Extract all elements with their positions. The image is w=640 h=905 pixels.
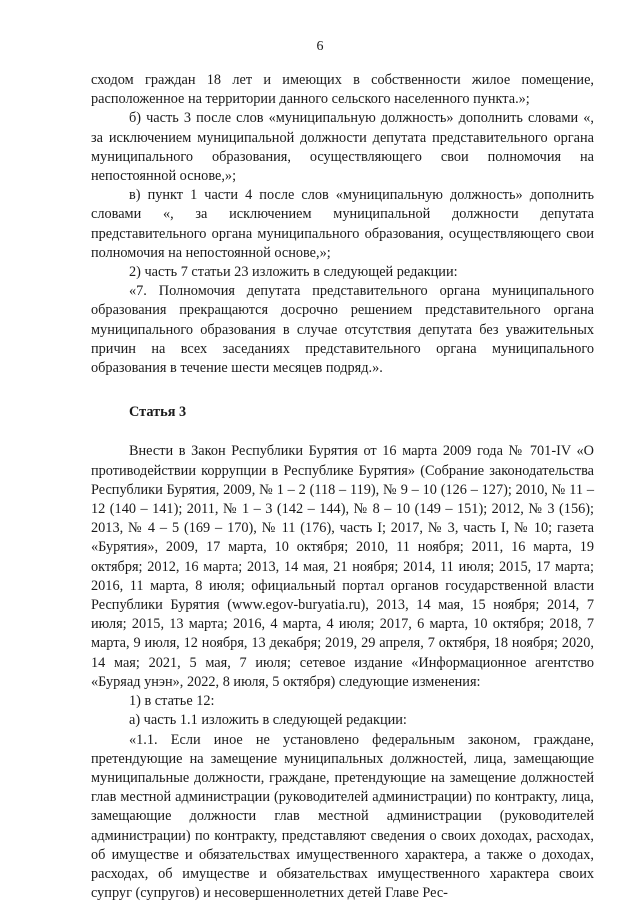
paragraph-continuation: сходом граждан 18 лет и имеющих в собственности жилое помещение, расположенное на территории данного сельского населенного пункта.»; [91,72,594,108]
paragraph-item-2: 2) часть 7 статьи 23 изложить в следующей редакции: [129,264,458,281]
paragraph-quote-7: «7. Полномочия депутата представительного органа муниципального образования прекращаются досрочно решением представительного органа муниципального образования в случае отсутствия депутата без уважительных причин на всех заседаниях представительного органа муниципального образования в течение шести месяцев подряд.». [91,283,594,377]
paragraph-item-b: б) часть 3 после слов «муниципальную должность» дополнить словами «, за исключением муниципальной должности депутата представительного органа муниципального образования, осуществляющего свои полномочия на непостоянной основе,»; [91,110,594,185]
paragraph-law-amendment: Внести в Закон Республики Бурятия от 16 марта 2009 года № 701-IV «О противодействии коррупции в Республике Бурятия» (Собрание законодательства Республики Бурятия, 2009, № 1 – 2 (118 – 119), № 9 – 10 (126 – 127); 2010, № 11 – 12 (140 – 141); 2011, № 1 – 3 (142 – 144), № 8 – 10 (149 – 151); 2012, № 3 (156); 2013, № 4 – 5 (169 – 170), № 11 (176), часть I; 2017, № 3, часть I, № 10; газета «Бурятия», 2009, 17 марта, 10 октября; 2010, 11 ноября; 2011, 16 марта, 19 октября; 2012, 16 марта; 2013, 14 мая, 21 ноября; 2014, 11 июля; 2015, 17 марта; 2016, 11 марта, 8 июля; официальный портал органов государственной власти Республики Бурятия (www.egov-buryatia.ru), 2013, 14 мая, 15 ноября; 2014, 7 июля; 2015, 13 марта; 2016, 4 марта, 4 июля; 2017, 6 марта, 10 октября; 2018, 7 марта, 9 июля, 12 ноября, 13 декабря; 2019, 29 апреля, 7 октября, 18 ноября; 2020, 14 мая; 2021, 5 мая, 7 июля; сетевое издание «Информационное агентство «Буряад унэн», 2022, 8 июля, 5 октября) следующие изменения: [91,443,594,690]
paragraph-item-v: в) пункт 1 части 4 после слов «муниципальную должность» дополнить словами «, за исключением муниципальной должности депутата представительного органа муниципального образования, осуществляющего свои полномочия на непостоянной основе,»; [91,187,594,261]
page-number: 6 [316,39,324,54]
paragraph-quote-1-1: «1.1. Если иное не установлено федеральным законом, граждане, претендующие на замещение муниципальных должностей, лица, замещающие муниципальные должности, граждане, претендующие на замещение должностей глав местной администрации (руководителей администрации) по контракту, лица, замещающие должности глав местной администрации (руководителей администрации) по контракту, представляют сведения о своих доходах, расходах, об имуществе и обязательствах имущественного характера, а также о доходах, расходах, об имуществе и обязательствах имущественного характера своих супруг (супругов) и несовершеннолетних детей Главе Рес- [91,731,594,902]
paragraph-item-1: 1) в статье 12: [129,693,215,710]
document-body [91,71,594,903]
paragraph-item-a: а) часть 1.1 изложить в следующей редакции: [129,712,407,729]
article-heading: Статья 3 [129,404,187,421]
